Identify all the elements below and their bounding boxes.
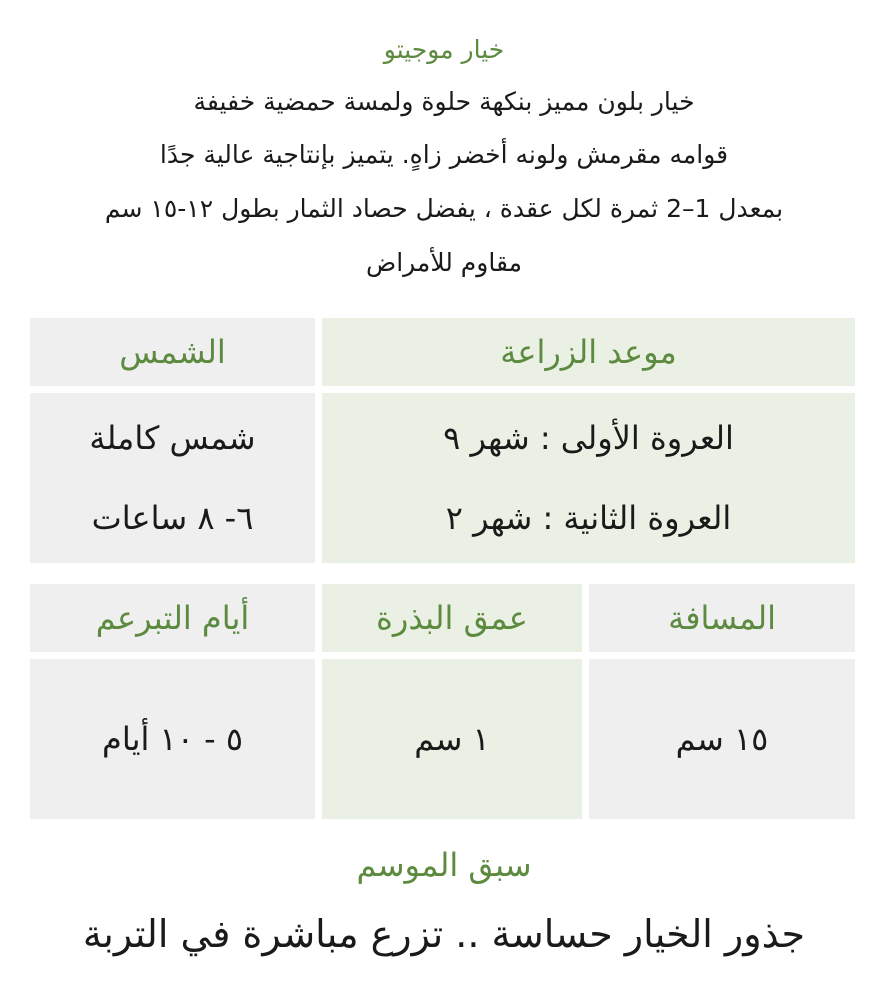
sowing-note: جذور الخيار حساسة .. تزرع مباشرة في التربة [82, 912, 806, 956]
seed-depth-header [322, 584, 582, 652]
seed-depth-header-label: عمق البذرة [376, 599, 528, 637]
distance-cell [589, 659, 855, 819]
distance-header [589, 584, 855, 652]
germination-days-header-label: أيام التبرعم [95, 599, 250, 637]
distance-value: ١٥ سم [675, 720, 769, 758]
sun-header-label: الشمس [119, 333, 226, 371]
description-line-3: بمعدل 1–2 ثمرة لكل عقدة ، يفضل حصاد الثمار بطول ١٢-١٥ سم [104, 194, 784, 223]
sun-header [30, 318, 315, 386]
sun-exposure: شمس كاملة [89, 419, 256, 457]
sun-hours: ٦- ٨ ساعات [91, 499, 254, 537]
sun-cell [30, 393, 315, 563]
description-line-1: خيار بلون مميز بنكهة حلوة ولمسة حمضية خفيفة [193, 87, 695, 116]
planting-time-header-label: موعد الزراعة [500, 333, 677, 371]
germination-days-value: ٥ - ١٠ أيام [102, 720, 243, 758]
seed-depth-cell [322, 659, 582, 819]
planting-first-season: العروة الأولى : شهر ٩ [443, 419, 734, 457]
description-line-4: مقاوم للأمراض [365, 248, 523, 277]
germination-days-cell [30, 659, 315, 819]
product-title: خيار موجيتو [383, 35, 505, 64]
distance-header-label: المسافة [668, 599, 776, 637]
planting-time-cell [322, 393, 855, 563]
planting-second-season: العروة الثانية : شهر ٢ [445, 499, 732, 537]
germination-days-header [30, 584, 315, 652]
description-line-2: قوامه مقرمش ولونه أخضر زاهٍ. يتميز بإنتاجية عالية جدًا [159, 140, 729, 169]
seed-depth-value: ١ سم [414, 720, 490, 758]
planting-time-header [322, 318, 855, 386]
season-label: سبق الموسم [356, 846, 532, 884]
